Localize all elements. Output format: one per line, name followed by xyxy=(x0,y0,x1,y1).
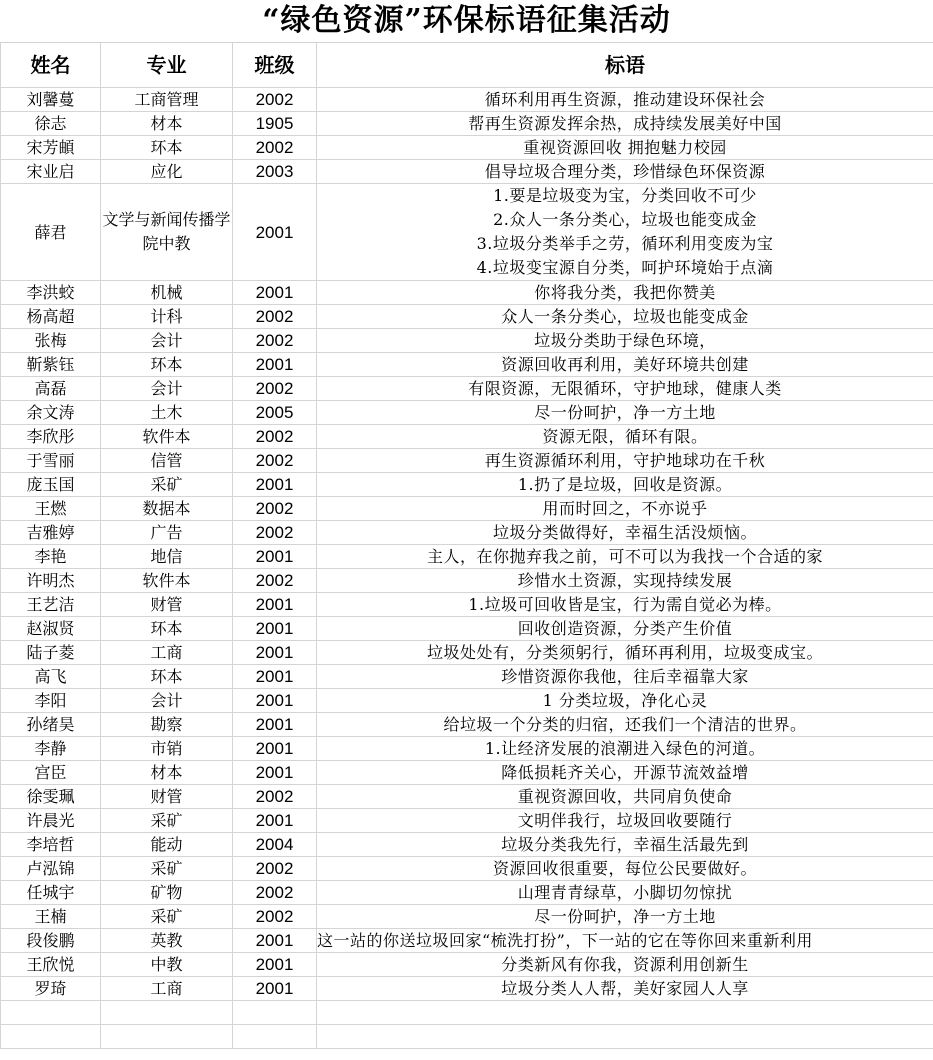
cell-name[interactable]: 吉雅婷 xyxy=(1,521,101,545)
cell-class[interactable]: 2002 xyxy=(233,881,317,905)
cell-class[interactable]: 2002 xyxy=(233,497,317,521)
cell-class[interactable]: 2002 xyxy=(233,785,317,809)
table-row xyxy=(1,929,933,953)
cell-slogan[interactable]: 垃圾分类助于绿色环境， xyxy=(317,329,933,353)
cell-class[interactable]: 2001 xyxy=(233,953,317,977)
cell-name[interactable]: 李阳 xyxy=(1,689,101,713)
cell-major[interactable]: 广告 xyxy=(101,521,233,545)
cell-class[interactable]: 2002 xyxy=(233,425,317,449)
table-row xyxy=(1,449,933,473)
cell-class[interactable]: 2001 xyxy=(233,593,317,617)
cell-major[interactable]: 材本 xyxy=(101,761,233,785)
cell-slogan[interactable]: 1.垃圾可回收皆是宝，行为需自觉必为棒。 xyxy=(317,593,933,617)
table-row xyxy=(1,136,933,160)
cell-slogan[interactable]: 倡导垃圾合理分类，珍惜绿色环保资源 xyxy=(317,160,933,184)
cell-class[interactable]: 2001 xyxy=(233,761,317,785)
cell-slogan[interactable]: 尽一份呵护，净一方土地 xyxy=(317,905,933,929)
cell-slogan[interactable]: 帮再生资源发挥余热，成持续发展美好中国 xyxy=(317,112,933,136)
cell-slogan[interactable]: 垃圾处处有，分类须躬行，循环再利用，垃圾变成宝。 xyxy=(317,641,933,665)
slogan-line: 2.众人一条分类心，垃圾也能变成金 xyxy=(493,210,757,229)
cell-name[interactable]: 薛君 xyxy=(1,184,101,281)
cell-major[interactable]: 财管 xyxy=(101,593,233,617)
cell-name[interactable]: 王欣悦 xyxy=(1,953,101,977)
table-row xyxy=(1,401,933,425)
cell-class[interactable]: 2001 xyxy=(233,184,317,281)
cell-name[interactable]: 赵淑贤 xyxy=(1,617,101,641)
cell-class[interactable]: 2004 xyxy=(233,833,317,857)
table-row xyxy=(1,905,933,929)
cell-name[interactable]: 刘馨蔓 xyxy=(1,88,101,112)
cell-major[interactable]: 土木 xyxy=(101,401,233,425)
table-row xyxy=(1,281,933,305)
cell-class[interactable]: 2005 xyxy=(233,401,317,425)
cell-name[interactable]: 于雪丽 xyxy=(1,449,101,473)
cell-major[interactable]: 软件本 xyxy=(101,425,233,449)
header-slogan[interactable]: 标语 xyxy=(317,43,933,88)
table-row xyxy=(1,305,933,329)
empty-row xyxy=(1,1025,933,1049)
cell-name[interactable]: 陆子菱 xyxy=(1,641,101,665)
cell-class[interactable]: 2001 xyxy=(233,353,317,377)
cell-major[interactable]: 材本 xyxy=(101,112,233,136)
cell-name[interactable]: 许明杰 xyxy=(1,569,101,593)
table-row xyxy=(1,593,933,617)
cell-slogan[interactable] xyxy=(317,184,933,281)
table-row xyxy=(1,953,933,977)
cell-name[interactable]: 王楠 xyxy=(1,905,101,929)
cell-class[interactable]: 2002 xyxy=(233,329,317,353)
cell-class[interactable]: 2001 xyxy=(233,809,317,833)
table-row xyxy=(1,377,933,401)
table-row xyxy=(1,329,933,353)
cell-name[interactable]: 高飞 xyxy=(1,665,101,689)
cell-name[interactable]: 余文涛 xyxy=(1,401,101,425)
slogan-line: 4.垃圾变宝源自分类，呵护环境始于点滴 xyxy=(476,258,774,277)
table-row xyxy=(1,353,933,377)
cell-major[interactable]: 计科 xyxy=(101,305,233,329)
cell-name[interactable]: 王艺洁 xyxy=(1,593,101,617)
cell-slogan[interactable]: 垃圾分类做得好，幸福生活没烦恼。 xyxy=(317,521,933,545)
cell-name[interactable]: 徐雯珮 xyxy=(1,785,101,809)
cell-name[interactable]: 宫臣 xyxy=(1,761,101,785)
cell-name[interactable]: 徐志 xyxy=(1,112,101,136)
cell-slogan[interactable]: 文明伴我行，垃圾回收要随行 xyxy=(317,809,933,833)
table-row xyxy=(1,160,933,184)
cell-slogan[interactable]: 1.扔了是垃圾，回收是资源。 xyxy=(317,473,933,497)
cell-class[interactable]: 2002 xyxy=(233,857,317,881)
cell-slogan[interactable]: 重视资源回收 拥抱魅力校园 xyxy=(317,136,933,160)
cell-slogan[interactable]: 降低损耗齐关心，开源节流效益增 xyxy=(317,761,933,785)
cell-name[interactable]: 孙绪昊 xyxy=(1,713,101,737)
cell-name[interactable]: 李艳 xyxy=(1,545,101,569)
header-row xyxy=(1,43,933,88)
empty-row xyxy=(1,1001,933,1025)
cell-name[interactable]: 任城宇 xyxy=(1,881,101,905)
cell-name[interactable]: 宋芳頔 xyxy=(1,136,101,160)
table-row xyxy=(1,881,933,905)
cell-major[interactable]: 会计 xyxy=(101,329,233,353)
cell-class[interactable]: 2002 xyxy=(233,521,317,545)
cell-major[interactable]: 软件本 xyxy=(101,569,233,593)
table-row xyxy=(1,521,933,545)
cell-name[interactable]: 张梅 xyxy=(1,329,101,353)
cell-major[interactable]: 环本 xyxy=(101,665,233,689)
sheet-title: “绿色资源”环保标语征集活动 xyxy=(262,3,671,38)
header-class[interactable]: 班级 xyxy=(233,43,317,88)
empty-cell[interactable] xyxy=(1,1001,101,1025)
cell-name[interactable]: 罗琦 xyxy=(1,977,101,1001)
cell-class[interactable]: 2003 xyxy=(233,160,317,184)
cell-major[interactable]: 采矿 xyxy=(101,905,233,929)
cell-class[interactable]: 2001 xyxy=(233,617,317,641)
table-row xyxy=(1,857,933,881)
cell-name[interactable]: 段俊鹏 xyxy=(1,929,101,953)
table-row xyxy=(1,641,933,665)
cell-major[interactable]: 工商 xyxy=(101,977,233,1001)
empty-cell[interactable] xyxy=(1,1025,101,1049)
cell-slogan[interactable]: 用而时回之，不亦说乎 xyxy=(317,497,933,521)
cell-major[interactable]: 数据本 xyxy=(101,497,233,521)
empty-cell[interactable] xyxy=(233,1025,317,1049)
cell-slogan[interactable]: 资源无限，循环有限。 xyxy=(317,425,933,449)
cell-major[interactable]: 会计 xyxy=(101,689,233,713)
cell-name[interactable]: 靳紫钰 xyxy=(1,353,101,377)
cell-class[interactable]: 2001 xyxy=(233,473,317,497)
cell-slogan[interactable]: 回收创造资源，分类产生价值 xyxy=(317,617,933,641)
cell-class[interactable]: 2001 xyxy=(233,545,317,569)
cell-major[interactable]: 英教 xyxy=(101,929,233,953)
cell-class[interactable]: 2002 xyxy=(233,377,317,401)
cell-major[interactable]: 矿物 xyxy=(101,881,233,905)
cell-name[interactable]: 李静 xyxy=(1,737,101,761)
cell-major[interactable]: 工商管理 xyxy=(101,88,233,112)
cell-class[interactable]: 2002 xyxy=(233,449,317,473)
table-row xyxy=(1,425,933,449)
cell-major[interactable]: 应化 xyxy=(101,160,233,184)
cell-class[interactable]: 2001 xyxy=(233,737,317,761)
cell-class[interactable]: 2002 xyxy=(233,136,317,160)
cell-name[interactable]: 卢泓锦 xyxy=(1,857,101,881)
cell-class[interactable]: 2001 xyxy=(233,689,317,713)
cell-slogan[interactable]: 再生资源循环利用，守护地球功在千秋 xyxy=(317,449,933,473)
table-body xyxy=(1,88,933,1049)
cell-major[interactable]: 采矿 xyxy=(101,809,233,833)
cell-major[interactable]: 环本 xyxy=(101,617,233,641)
cell-class[interactable]: 2001 xyxy=(233,929,317,953)
cell-class[interactable]: 2001 xyxy=(233,641,317,665)
slogan-line: 1.要是垃圾变为宝，分类回收不可少 xyxy=(493,186,757,205)
cell-name[interactable]: 王燃 xyxy=(1,497,101,521)
table-row xyxy=(1,617,933,641)
cell-slogan[interactable]: 这一站的你送垃圾回家“梳洗打扮”，下一站的它在等你回来重新利用 xyxy=(317,929,933,953)
cell-class[interactable]: 2001 xyxy=(233,713,317,737)
table-row xyxy=(1,713,933,737)
cell-slogan[interactable]: 重视资源回收，共同肩负使命 xyxy=(317,785,933,809)
cell-name[interactable]: 杨高超 xyxy=(1,305,101,329)
cell-name[interactable]: 李洪蛟 xyxy=(1,281,101,305)
cell-name[interactable]: 李欣彤 xyxy=(1,425,101,449)
cell-name[interactable]: 李培哲 xyxy=(1,833,101,857)
cell-class[interactable]: 2002 xyxy=(233,88,317,112)
cell-slogan[interactable]: 珍惜资源你我他，往后幸福靠大家 xyxy=(317,665,933,689)
cell-class[interactable]: 1905 xyxy=(233,112,317,136)
empty-cell[interactable] xyxy=(317,1025,933,1049)
cell-class[interactable]: 2001 xyxy=(233,281,317,305)
table-row xyxy=(1,665,933,689)
cell-class[interactable]: 2001 xyxy=(233,665,317,689)
header-major[interactable]: 专业 xyxy=(101,43,233,88)
cell-major[interactable]: 中教 xyxy=(101,953,233,977)
cell-major[interactable]: 机械 xyxy=(101,281,233,305)
empty-cell[interactable] xyxy=(317,1001,933,1025)
cell-major[interactable]: 地信 xyxy=(101,545,233,569)
cell-major[interactable]: 环本 xyxy=(101,353,233,377)
table-row xyxy=(1,112,933,136)
empty-cell[interactable] xyxy=(101,1001,233,1025)
cell-class[interactable]: 2002 xyxy=(233,905,317,929)
cell-major[interactable]: 财管 xyxy=(101,785,233,809)
cell-class[interactable]: 2002 xyxy=(233,569,317,593)
cell-major[interactable]: 环本 xyxy=(101,136,233,160)
slogan-line: 3.垃圾分类举手之劳，循环利用变废为宝 xyxy=(476,234,774,253)
cell-major[interactable]: 文学与新闻传播学院中教 xyxy=(101,184,233,281)
table-row xyxy=(1,809,933,833)
cell-slogan[interactable]: 给垃圾一个分类的归宿，还我们一个清洁的世界。 xyxy=(317,713,933,737)
cell-major[interactable]: 采矿 xyxy=(101,857,233,881)
cell-slogan[interactable]: 资源回收再利用，美好环境共创建 xyxy=(317,353,933,377)
cell-major[interactable]: 勘察 xyxy=(101,713,233,737)
table-row xyxy=(1,497,933,521)
table-row xyxy=(1,545,933,569)
cell-slogan[interactable]: 1.让经济发展的浪潮进入绿色的河道。 xyxy=(317,737,933,761)
cell-slogan[interactable]: 分类新风有你我，资源利用创新生 xyxy=(317,953,933,977)
table-row xyxy=(1,761,933,785)
table-row xyxy=(1,473,933,497)
table-row xyxy=(1,833,933,857)
table-row xyxy=(1,737,933,761)
cell-major[interactable]: 采矿 xyxy=(101,473,233,497)
cell-slogan[interactable]: 资源回收很重要，每位公民要做好。 xyxy=(317,857,933,881)
cell-slogan[interactable]: 主人，在你抛弃我之前，可不可以为我找一个合适的家 xyxy=(317,545,933,569)
cell-slogan[interactable]: 垃圾分类我先行，幸福生活最先到 xyxy=(317,833,933,857)
slogan-table xyxy=(0,42,933,1049)
cell-name[interactable]: 宋业启 xyxy=(1,160,101,184)
table-row xyxy=(1,569,933,593)
cell-slogan[interactable]: 你将我分类，我把你赞美 xyxy=(317,281,933,305)
table-row xyxy=(1,977,933,1001)
cell-slogan[interactable]: 珍惜水土资源，实现持续发展 xyxy=(317,569,933,593)
cell-slogan[interactable]: 众人一条分类心，垃圾也能变成金 xyxy=(317,305,933,329)
cell-major[interactable]: 市销 xyxy=(101,737,233,761)
cell-class[interactable]: 2002 xyxy=(233,305,317,329)
table-row xyxy=(1,184,933,281)
header-name[interactable]: 姓名 xyxy=(1,43,101,88)
empty-cell[interactable] xyxy=(101,1025,233,1049)
table-row xyxy=(1,88,933,112)
cell-slogan[interactable]: 循环利用再生资源，推动建设环保社会 xyxy=(317,88,933,112)
cell-slogan[interactable]: 垃圾分类人人帮，美好家园人人享 xyxy=(317,977,933,1001)
cell-major[interactable]: 工商 xyxy=(101,641,233,665)
table-row xyxy=(1,785,933,809)
cell-name[interactable]: 许晨光 xyxy=(1,809,101,833)
empty-cell[interactable] xyxy=(233,1001,317,1025)
cell-major[interactable]: 信管 xyxy=(101,449,233,473)
table-row xyxy=(1,689,933,713)
cell-slogan[interactable]: 有限资源，无限循环，守护地球，健康人类 xyxy=(317,377,933,401)
cell-slogan[interactable]: 1 分类垃圾，净化心灵 xyxy=(317,689,933,713)
cell-name[interactable]: 庞玉国 xyxy=(1,473,101,497)
cell-major[interactable]: 会计 xyxy=(101,377,233,401)
cell-major[interactable]: 能动 xyxy=(101,833,233,857)
cell-slogan[interactable]: 山理青青绿草，小脚切勿惊扰 xyxy=(317,881,933,905)
cell-name[interactable]: 高磊 xyxy=(1,377,101,401)
cell-slogan[interactable]: 尽一份呵护，净一方土地 xyxy=(317,401,933,425)
cell-class[interactable]: 2001 xyxy=(233,977,317,1001)
